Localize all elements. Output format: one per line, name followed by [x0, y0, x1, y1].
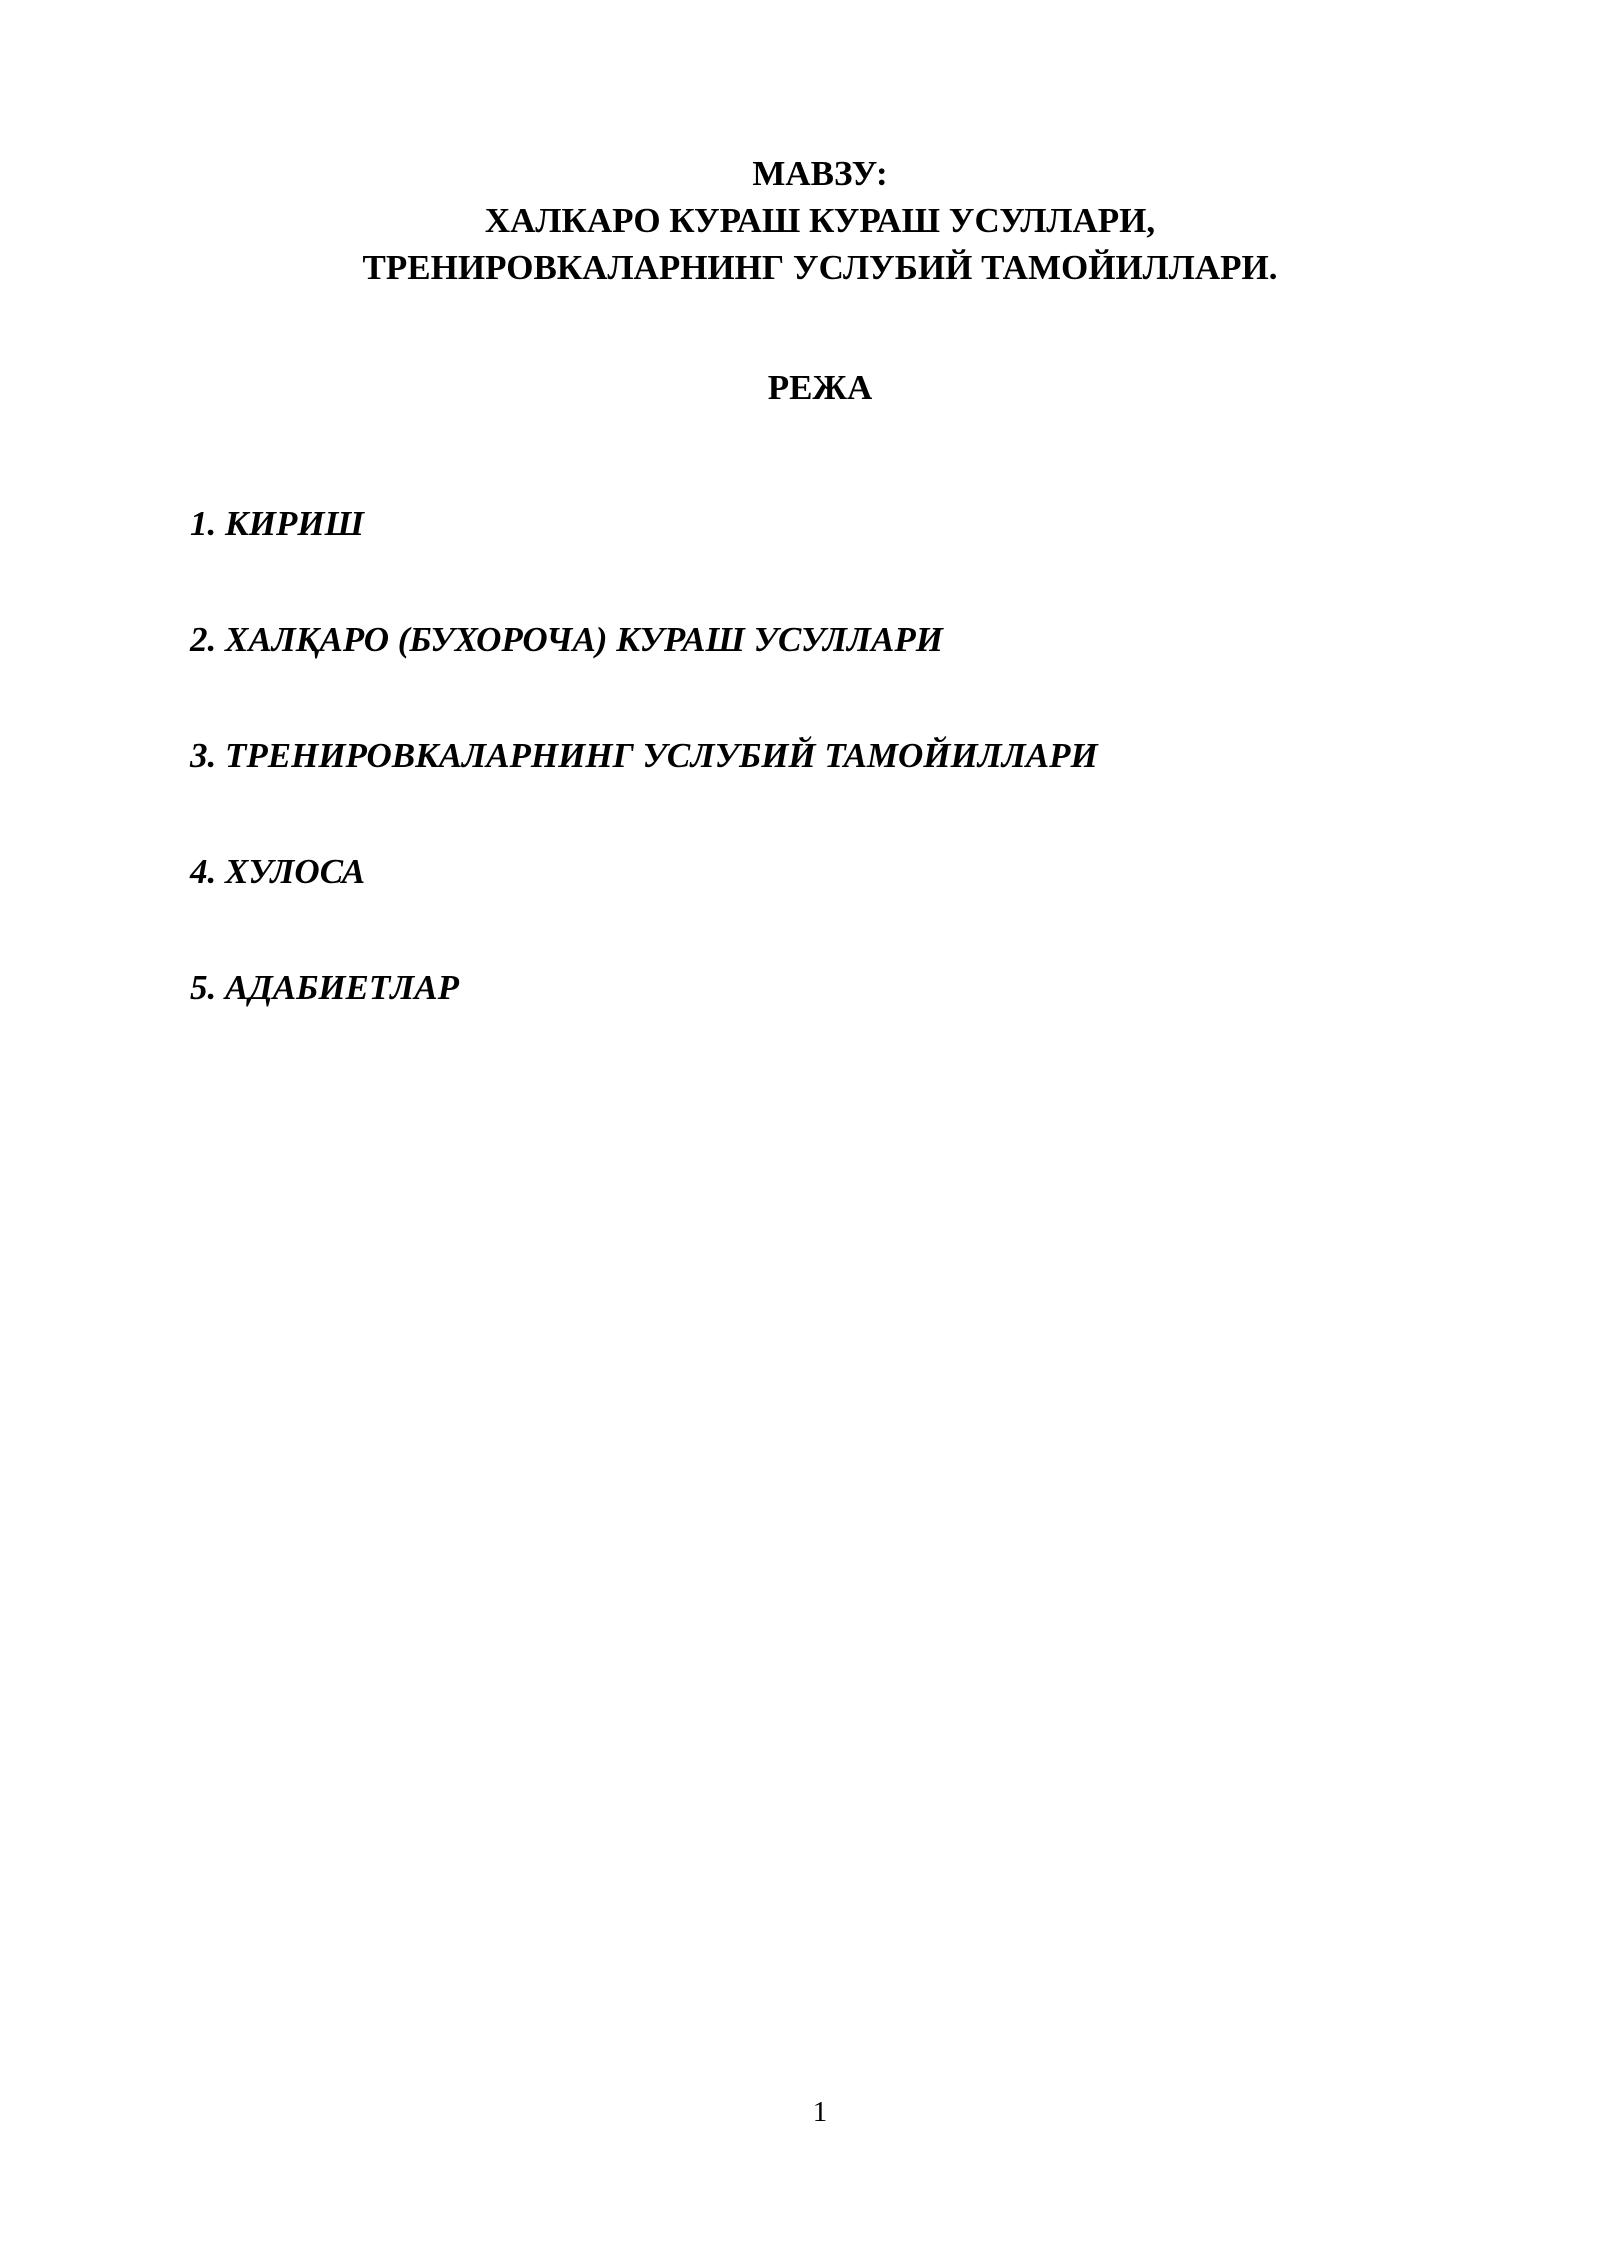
plan-item-training-principles: 3. ТРЕНИРОВКАЛАРНИНГ УСЛУБИЙ ТАМОЙИЛЛАРИ [190, 736, 1098, 775]
title-line-2: ТРЕНИРОВКАЛАРНИНГ УСЛУБИЙ ТАМОЙИЛЛАРИ. [362, 248, 1278, 287]
title-line-1: ХАЛКАРО КУРАШ КУРАШ УСУЛЛАРИ, [484, 201, 1156, 240]
page-number: 1 [812, 2096, 828, 2128]
plan-item-references: 5. АДАБИЕТЛАР [190, 968, 460, 1007]
plan-heading: РЕЖА [767, 368, 873, 407]
title-line-topic-label: МАВЗУ: [752, 154, 888, 193]
document-title [0, 150, 1600, 291]
plan-item-introduction: 1. КИРИШ [190, 504, 364, 543]
plan-item-conclusion: 4. ХУЛОСА [190, 852, 366, 891]
plan-list [190, 500, 1098, 1080]
plan-item-wrestling-techniques: 2. ХАЛҚАРО (БУХОРОЧА) КУРАШ УСУЛЛАРИ [190, 620, 943, 659]
